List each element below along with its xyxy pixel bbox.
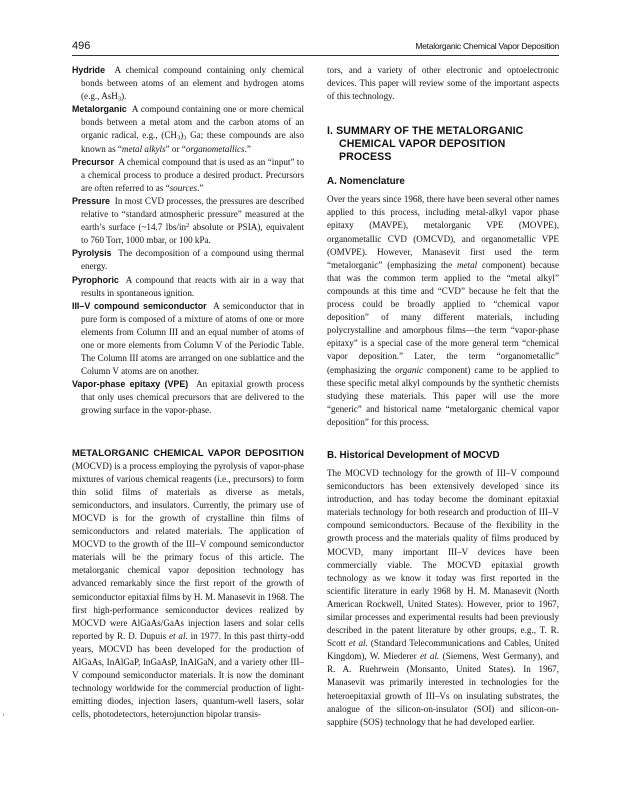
glossary-entry-pyrophoric: Pyrophoric A compound that reacts with air in a way that results in spontaneous ignition. [72, 274, 304, 298]
subsection-heading-history: B. Historical Development of MOCVD [327, 449, 500, 461]
header-rule [72, 55, 559, 56]
running-title: Metalorganic Chemical Vapor Deposition [415, 41, 559, 51]
glossary-entry-metalorganic: Metalorganic A compound containing one or more chemical bonds between a metal atom and the carbon atoms of an organic radical, e.g., $(CH_3)_3$ Ga; these compounds are also known as “metal alkyls” or “organometallics.” [72, 104, 304, 154]
right-column [327, 64, 559, 729]
glossary-entry-precursor: Precursor A chemical compound that is used as an “input” to a chemical process to produce a desired product. Precursors are often referred to as “sources.” [72, 156, 305, 193]
left-column [72, 64, 304, 722]
intro-continuation: tors, and a variety of other electronic and optoelectronic devices. This paper will review some of the important aspects of this technology. [327, 65, 559, 102]
nomenclature-paragraph: Over the years since 1968, there have been several other names applied to this process, including metal-alkyl vapor phase epitaxy (MAVPE), metalorganic VPE (MOVPE), organometallic CVD (OMCVD), and organometallic VPE (OMVPE). However, Manasevit first used the term “metalorganic” (emphasizing the metal component) because that was the common term applied to the “metal alkyl” compounds at this time and “CVD” because he felt that the process could be broadly applied to “chemical vapor deposition” of many different materials, including polycrystalline and amorphous films—the term “vapor-phase epitaxy” is a special case of the more general term “chemical vapor deposition.” Later, the term “organometallic” (emphasizing the organic component) came to be applied to these specific metal alkyl compounds by the synthetic chemists studying these materials. This paper will use the more “generic” and historical name “metalorganic chemical vapor deposition” for this process. [327, 194, 560, 427]
glossary-entry-hydride: Hydride A chemical compound containing only chemical bonds between atoms of an element and hydrogen atoms (e.g., AsH$_3$). [72, 65, 305, 103]
glossary-entry-pyrolysis: Pyrolysis The decomposition of a compound using thermal energy. [72, 248, 304, 272]
intro-paragraph: METALORGANIC CHEMICAL VAPOR DEPOSITION (MOCVD) is a process employing the pyrolysis of vapor-phase mixtures of various chemical reagents (i.e., precursors) to form thin solid films of materials as diverse as metals, semiconductors, and insulators. Currently, the primary use of MOCVD is for the growth of crystalline thin films of semiconductors and related materials. The application of MOCVD to the growth of the III–V compound semiconductor materials will be the primary focus of this article. The metalorganic chemical vapor deposition technology has advanced remarkably since the first report of the growth of semiconductor epitaxial films by H. M. Manasevit in 1968. The first high-performance semiconductor devices realized by MOCVD were AlGaAs/GaAs injection lasers and solar cells reported by R. D. Dupuis et al. in 1977. In this past thirty-odd years, MOCVD has been developed for the production of AlGaAs, InAlGaP, InGaAsP, InAlGaN, and a variety other III–V compound semiconductor materials. It is now the dominant technology worldwide for the commercial production of light-emitting diodes, injection lasers, quantum-well lasers, solar cells, photodetectors, heterojunction bipolar transis- [72, 446, 304, 720]
page-number: 496 [72, 40, 91, 52]
glossary-entry-iii-v-semiconductor: III–V compound semiconductor A semiconductor that in pure form is composed of a mixture of atoms of one or more elements from Column III and an equal number of atoms of one or more elements from Column V of the Periodic Table. The Column III atoms are arranged on one sublattice and the Column V atoms are on another. [72, 300, 305, 377]
history-paragraph: The MOCVD technology for the growth of III–V compound semiconductors has been extensively developed since its introduction, and has today become the dominant epitaxial materials technology for both research and production of III–V compound semiconductors. Because of the flexibility in the growth process and the materials quality of films produced by MOCVD, many important III–V devices have been commercially viable. The MOCVD epitaxial growth technology as we know it today was first reported in the scientific literature in early 1968 by H. M. Manasevit (North American Rockwell, United States). However, prior to 1967, similar processes and experimental results had been previously described in the patent literature by other groups, e.g., T. R. Scott et al. (Standard Telecommunications and Cables, United Kingdom), W. Miederer et al. (Siemens, West Germany), and R. A. Ruehrwein (Monsanto, United States). In 1967, Manasevit was primarily interested in technologies for the heteroepitaxial growth of III–Vs on insulating substrates, the analogue of the silicon-on-insulator (SOI) and silicon-on-sapphire (SOS) technology that he had developed earlier. [327, 467, 560, 727]
subsection-heading-nomenclature: A. Nomenclature [327, 176, 405, 188]
glossary-entry-pressure: Pressure In most CVD processes, the pressures are described relative to “standard atmospheric pressure” measured at the earth’s surface (~14.7 lbs/$in^2$ absolute or PSIA), equivalent to 760 Torr, 1000 mbar, or 100 kPa. [72, 195, 305, 246]
glossary-entry-vpe: Vapor-phase epitaxy (VPE) An epitaxial growth process that only uses chemical precursors that are delivered to the growing surface in the vapor-phase. [72, 379, 304, 416]
margin-mark [3, 713, 4, 716]
section-heading-summary: I. SUMMARY OF THE METALORGANIC CHEMICAL VAPOR DEPOSITION PROCESS [327, 125, 524, 164]
